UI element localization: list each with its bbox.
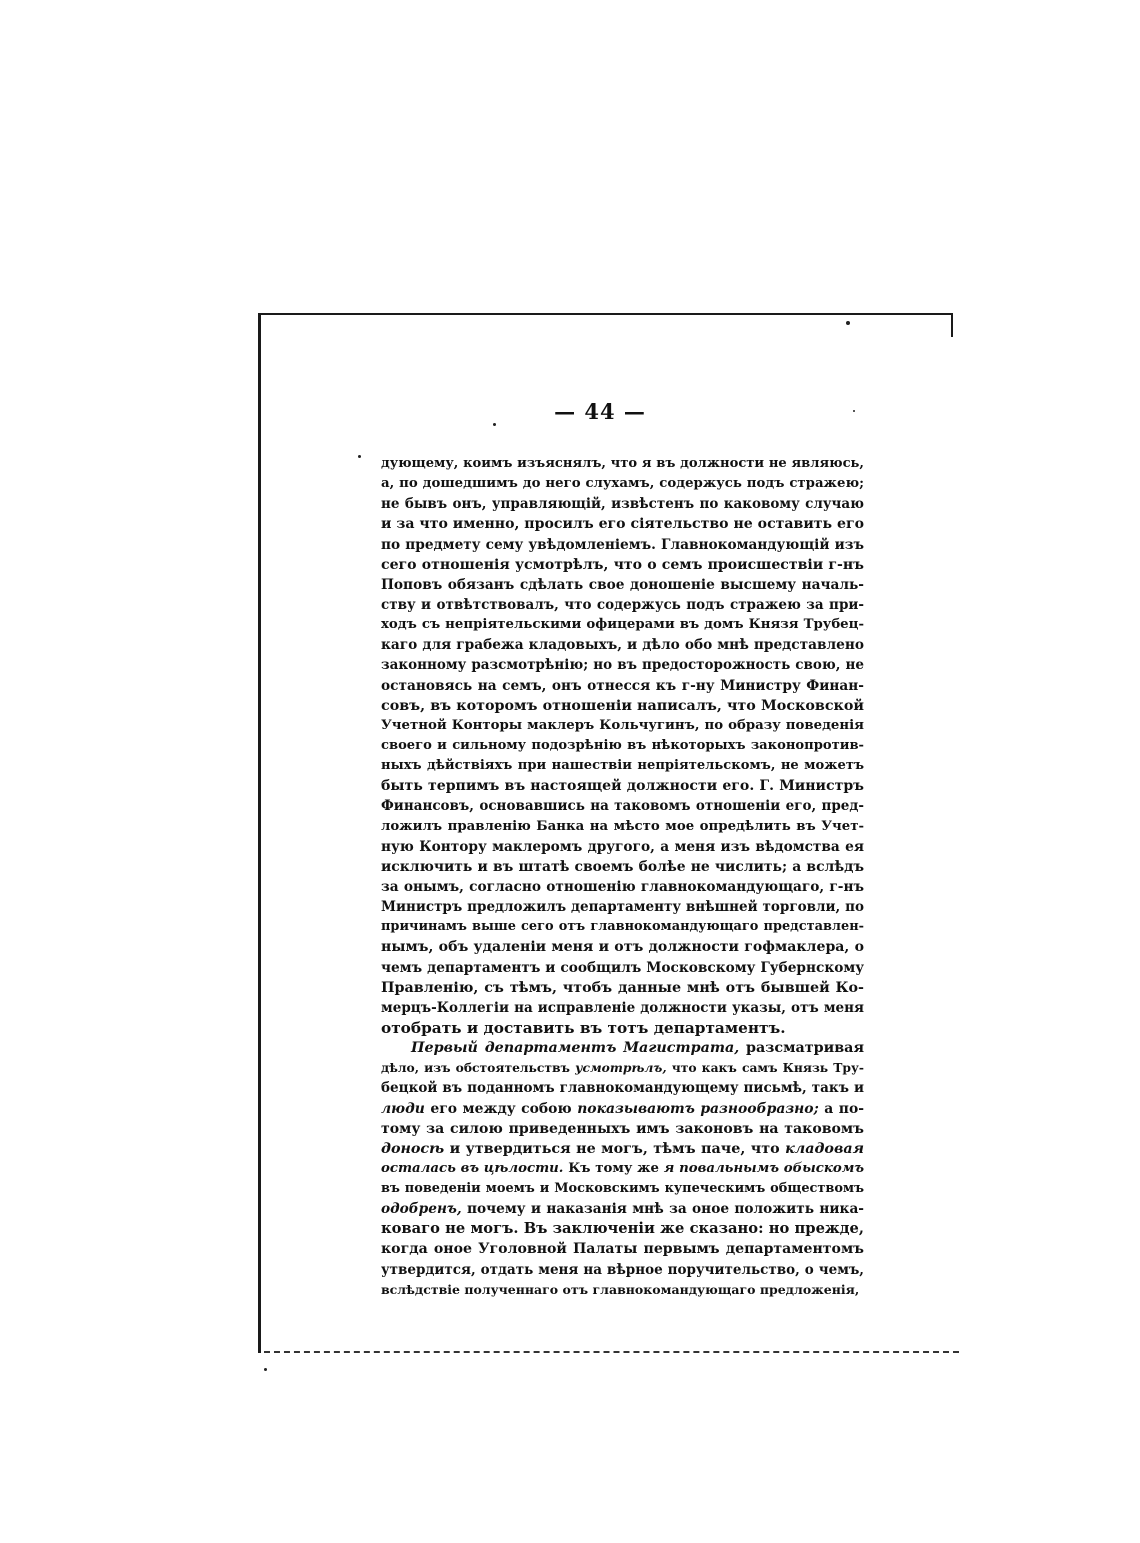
text-line	[381, 454, 864, 474]
text-segment: Къ тому же	[563, 1160, 664, 1176]
text-line	[381, 676, 864, 696]
text-line	[381, 857, 864, 877]
text-line	[381, 1280, 864, 1300]
text-segment: Финансовъ, основавшись на таковомъ отношенiи его, пред-	[381, 798, 864, 815]
text-line	[381, 1179, 864, 1199]
text-line	[381, 817, 864, 837]
frame-left-rule	[258, 313, 261, 1353]
text-segment: а по-	[818, 1100, 864, 1117]
text-line	[381, 655, 864, 675]
scan-speck	[493, 423, 496, 426]
text-segment: каго для грабежа кладовыхъ, и дѣло обо мнѣ представлено	[381, 637, 864, 654]
paragraph	[381, 454, 864, 1038]
text-line	[381, 474, 864, 494]
text-line	[381, 897, 864, 917]
text-segment: Министръ предложилъ департаменту внѣшней торговли, по	[381, 899, 864, 916]
text-line	[381, 696, 864, 716]
page-number: — 44 —	[554, 399, 646, 424]
document-body-text	[381, 454, 864, 1300]
text-line	[381, 555, 864, 575]
italic-text-segment: люди	[381, 1100, 425, 1117]
text-segment: вслѣдствiе полученнаго отъ главнокомандующаго предложенiя,	[381, 1281, 860, 1297]
text-line	[381, 1038, 864, 1058]
scan-speck	[846, 321, 850, 325]
text-segment: дѣло, изъ обстоятельствъ	[381, 1060, 576, 1076]
text-segment: что какъ самъ Князь Тру-	[666, 1060, 864, 1076]
text-line	[381, 615, 864, 635]
text-line	[381, 756, 864, 776]
text-segment: ству и отвѣтствовалъ, что содержусь подъ стражею за при-	[381, 596, 864, 613]
text-segment: Поповъ обязанъ сдѣлать свое доношенiе высшему началь-	[381, 576, 864, 593]
text-line	[381, 978, 864, 998]
text-line	[381, 736, 864, 756]
text-line	[381, 776, 864, 796]
italic-text-segment: усмотрѣлъ,	[575, 1060, 667, 1076]
text-line	[381, 595, 864, 615]
italic-text-segment: одобренъ,	[381, 1201, 462, 1218]
text-line	[381, 635, 864, 655]
frame-top-rule	[258, 313, 953, 315]
text-line	[381, 837, 864, 857]
text-segment: его между собою	[424, 1100, 578, 1117]
text-segment: Учетной Конторы маклеръ Кольчугинъ, по образу поведенiя	[381, 717, 864, 733]
text-segment: чемъ департаментъ и сообщилъ Московскому Губернскому	[381, 959, 864, 976]
italic-text-segment: я повальнымъ обыскомъ	[663, 1160, 864, 1176]
italic-text-segment: Первый департаментъ Магистрата,	[411, 1040, 740, 1057]
text-segment: утвердится, отдать меня на вѣрное поручительство, о чемъ,	[381, 1261, 864, 1278]
text-line	[381, 1099, 864, 1119]
text-segment: бецкой въ поданномъ главнокомандующему письмѣ, такъ и	[381, 1080, 864, 1097]
text-segment: причинамъ выше сего отъ главнокомандующаго представлен-	[381, 919, 864, 935]
text-segment: разсматривая	[739, 1040, 864, 1057]
text-line	[381, 1139, 864, 1159]
text-line	[381, 575, 864, 595]
text-line	[381, 877, 864, 897]
text-segment: исключить и въ штатѣ своемъ болѣе не числить; а вслѣдъ	[381, 858, 864, 875]
italic-text-segment: доносѣ	[381, 1140, 445, 1157]
text-segment: остановясь на семъ, онъ отнесся къ г-ну Министру Финан-	[381, 677, 864, 694]
text-line	[381, 1199, 864, 1219]
text-segment: почему и наказанiя мнѣ за оное положить ника-	[461, 1201, 864, 1218]
text-line	[381, 494, 864, 514]
scan-speck	[264, 1368, 267, 1371]
text-line	[381, 796, 864, 816]
frame-right-rule	[951, 313, 953, 337]
text-segment: ныхъ дѣйствiяхъ при нашествiи непрiятельскомъ, не можетъ	[381, 758, 864, 774]
text-segment: совъ, въ которомъ отношенiи написалъ, что Московской	[381, 697, 864, 714]
text-line	[381, 716, 864, 736]
frame-bottom-rule	[264, 1351, 959, 1353]
text-line	[381, 917, 864, 937]
text-line	[381, 1159, 864, 1179]
text-line	[381, 1219, 864, 1239]
paragraph	[381, 1038, 864, 1300]
text-segment: быть терпимъ въ настоящей должности его. Г. Министръ	[381, 778, 864, 795]
text-segment: сего отношенiя усмотрѣлъ, что о семъ происшествiи г-нъ	[381, 556, 864, 573]
text-segment: нымъ, объ удаленiи меня и отъ должности гофмаклера, о	[381, 939, 864, 956]
text-segment: ходъ съ непрiятельскими офицерами въ домъ Князя Трубец-	[381, 617, 864, 633]
text-line	[381, 514, 864, 534]
text-line	[381, 958, 864, 978]
text-segment: коваго не могъ. Въ заключенiи же сказано: но прежде,	[381, 1220, 864, 1238]
text-segment: отобрать и доставить въ тотъ департаментъ.	[381, 1018, 786, 1037]
text-line	[381, 1058, 864, 1078]
text-segment: мерцъ-Коллегiи на исправленiе должности указы, отъ меня	[381, 999, 864, 1016]
scan-speck	[853, 410, 855, 412]
text-segment: Правленiю, съ тѣмъ, чтобъ данные мнѣ отъ бывшей Ко-	[381, 979, 864, 996]
text-segment: въ поведенiи моемъ и Московскимъ купеческимъ обществомъ	[381, 1181, 864, 1197]
italic-text-segment: осталась въ цѣлости.	[381, 1160, 564, 1176]
text-segment: когда оное Уголовной Палаты первымъ департаментомъ	[381, 1241, 864, 1258]
text-line	[381, 1119, 864, 1139]
text-segment: тому за силою приведенныхъ имъ законовъ на таковомъ	[381, 1120, 864, 1137]
text-segment: ложилъ правленiю Банка на мѣсто мое опредѣлить въ Учет-	[381, 818, 864, 834]
text-line	[381, 998, 864, 1018]
text-segment: своего и сильному подозрѣнiю въ нѣкоторыхъ законопротив-	[381, 737, 864, 753]
text-segment: по предмету сему увѣдомленiемъ. Главнокомандующiй изъ	[381, 536, 864, 553]
text-segment: за онымъ, согласно отношенiю главнокомандующаго, г-нъ	[381, 878, 864, 895]
text-line	[381, 1260, 864, 1280]
text-line	[381, 535, 864, 555]
text-line	[381, 1239, 864, 1259]
italic-text-segment: показываютъ разнообразно;	[577, 1100, 819, 1117]
text-line	[381, 1078, 864, 1098]
text-segment: и утвердиться не могъ, тѣмъ паче, что	[444, 1140, 786, 1157]
text-segment: ную Контору маклеромъ другого, а меня изъ вѣдомства ея	[381, 838, 864, 855]
text-segment: не бывъ онъ, управляющій, извѣстенъ по каковому случаю	[381, 496, 864, 513]
text-line	[381, 937, 864, 957]
text-line	[381, 1018, 864, 1038]
text-segment: а, по дошедшимъ до него слухамъ, содержусь подъ стражею;	[381, 476, 864, 492]
italic-text-segment: кладовая	[785, 1140, 864, 1157]
scan-speck	[358, 455, 361, 458]
text-segment: дующему, коимъ изъяснялъ, что я въ должности не являюсь,	[381, 456, 864, 471]
text-segment: и за что именно, просилъ его сiятельство не оставить его	[381, 516, 864, 533]
text-segment: законному разсмотрѣнiю; но въ предосторожность свою, не	[381, 657, 864, 674]
